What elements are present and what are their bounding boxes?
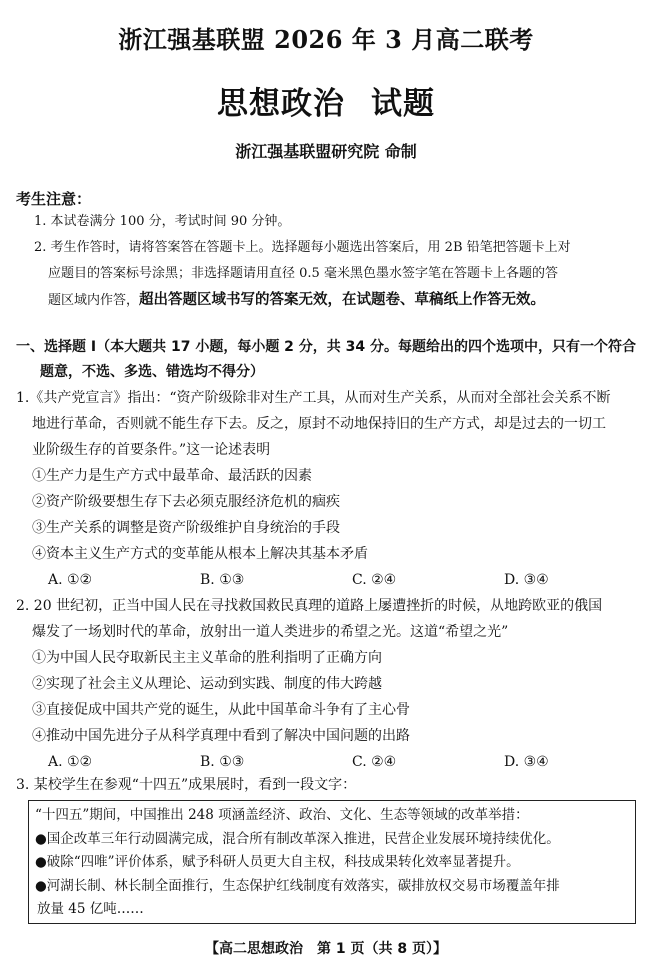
subject-suffix: 试题 <box>371 86 435 122</box>
statement-4: ④推动中国先进分子从科学真理中看到了解决中国问题的出路 <box>32 728 410 744</box>
page-footer: 【高二思想政治 第 1 页（共 8 页）】 <box>205 941 447 957</box>
exam-title: 浙江强基联盟 2026 年 3 月高二联考 <box>118 25 534 54</box>
choice-a: A. ①② <box>48 754 93 770</box>
choice-d: D. ③④ <box>504 754 549 770</box>
question-stem-line: 1.《共产党宣言》指出：“资产阶级除非对生产工具，从而对生产关系，从而对全部社会关系不断 <box>16 390 611 406</box>
question-stem-line: 3. 某校学生在参观“十四五”成果展时，看到一段文字： <box>16 777 357 793</box>
notice-item-2-emphasis: 超出答题区域书写的答案无效，在试题卷、草稿纸上作答无效。 <box>139 292 546 308</box>
choice-c: C. ②④ <box>352 572 397 588</box>
notice-item-2-plain: 题区域内作答， <box>48 293 140 308</box>
question-2 <box>16 593 640 775</box>
statement-3: ③生产关系的调整是资产阶级维护自身统治的手段 <box>32 520 340 536</box>
excerpt-bullet-2: ●破除“四唯”评价体系，赋予科研人员更大自主权，科技成果转化效率显著提升。 <box>35 854 520 870</box>
statement-1: ①为中国人民夺取新民主主义革命的胜利指明了正确方向 <box>32 650 382 666</box>
section-heading <box>16 335 640 385</box>
question-stem-line: 业阶级生存的首要条件。”这一论述表明 <box>32 442 271 458</box>
subject-title <box>0 78 652 123</box>
statement-2: ②资产阶级要想生存下去必须克服经济危机的痼疾 <box>32 494 340 510</box>
excerpt-bullet-3: ●河湖长制、林长制全面推行，生态保护红线制度有效落实，碳排放权交易市场覆盖年排 <box>35 877 560 894</box>
exam-maker: 浙江强基联盟研究院 命制 <box>235 142 417 161</box>
choice-b: B. ①③ <box>200 572 245 588</box>
notice-item-2-line-1: 2. 考生作答时，请将答案答在答题卡上。选择题每小题选出答案后，用 2B 铅笔把答题卡上对 <box>34 240 571 255</box>
choice-d: D. ③④ <box>504 572 549 588</box>
statement-3: ③直接促成中国共产党的诞生，从此中国革命斗争有了主心骨 <box>32 702 410 718</box>
notice-heading: 考生注意： <box>16 190 92 208</box>
question-3 <box>16 772 640 798</box>
statement-1: ①生产力是生产方式中最革命、最活跃的因素 <box>32 468 312 484</box>
answer-choices <box>16 567 640 593</box>
statement-2: ②实现了社会主义从理论、运动到实践、制度的伟大跨越 <box>32 676 382 692</box>
question-stem-line: 2. 20 世纪初，正当中国人民在寻找救国救民真理的道路上屡遭挫折的时候，从地跨欧亚的俄国 <box>16 598 603 614</box>
choice-b: B. ①③ <box>200 754 245 770</box>
notice-item-1: 1. 本试卷满分 100 分，考试时间 90 分钟。 <box>34 214 291 229</box>
notice-item-2-line-2: 应题目的答案标号涂黑；非选择题请用直径 0.5 毫米黑色墨水签字笔在答题卡上各题的答 <box>48 266 558 281</box>
excerpt-bullet-3-cont: 放量 45 亿吨…… <box>37 901 144 917</box>
notice-item-2-line-3 <box>16 287 640 314</box>
question-stem-line: 地进行革命，否则就不能生存下去。反之，原封不动地保持旧的生产方式，却是过去的一切工 <box>32 416 606 432</box>
candidate-notice <box>16 188 640 314</box>
section-heading-line-2: 题意，不选、多选、错选均不得分） <box>40 364 264 380</box>
excerpt-box <box>28 800 636 924</box>
excerpt-bullet-1: ●国企改革三年行动圆满完成，混合所有制改革深入推进，民营企业发展环境持续优化。 <box>35 830 560 847</box>
subject-name: 思想政治 <box>217 86 345 122</box>
statement-4: ④资本主义生产方式的变革能从根本上解决其基本矛盾 <box>32 546 368 562</box>
section-heading-line-1: 一、选择题 Ⅰ（本大题共 17 小题，每小题 2 分，共 34 分。每题给出的四个选项中，只有一个符合 <box>16 339 637 355</box>
question-1 <box>16 385 640 593</box>
question-stem-line: 爆发了一场划时代的革命，放射出一道人类进步的希望之光。这道“希望之光” <box>32 624 509 640</box>
choice-a: A. ①② <box>48 572 93 588</box>
excerpt-intro: “十四五”期间，中国推出 248 项涵盖经济、政治、文化、生态等领域的改革举措： <box>35 807 529 823</box>
choice-c: C. ②④ <box>352 754 397 770</box>
